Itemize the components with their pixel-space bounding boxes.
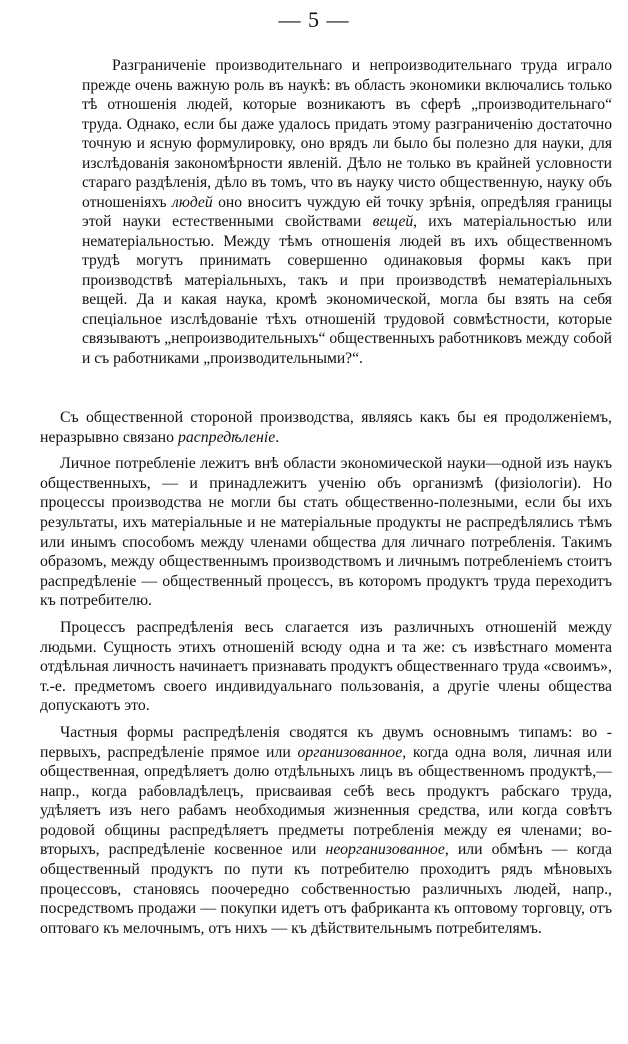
paragraph-distribution-process: Процессъ распредѣленія весь слагается изъ различныхъ отношеній между людьми. Сущность этихъ отношеній всюду одна и та же: съ извѣстнаго момента отдѣльная личность начинаетъ признавать продуктъ общественнаго труда «своимъ», т.-е. предметомъ своего индивидуальнаго пользованія, а другіе члены общества допускаютъ это. [40,618,612,715]
emphasis-organizovannoe: организованное [297,743,403,761]
indented-quote-block [82,56,612,368]
paragraph-text: Съ общественной стороной производства, являясь какъ бы ея продолженіемъ, неразрывно связано [40,409,612,446]
main-text [40,408,612,938]
emphasis-neorganizovannoe: неорганизованное [325,841,445,859]
quote-text: Разграниченіе производительнаго и непроизводительнаго труда играло прежде очень важную роль въ наукѣ: въ область экономики включались только тѣ отношенія людей, которые возникаютъ въ сферѣ „производительнаго“ труда. Однако, если бы даже удалось придать этому разграниченію достаточно точную и ясную формулировку, оно врядъ ли было бы полезно для науки, для изслѣдованія закономѣрности явленій. Дѣло не только въ крайней условности стараго раздѣленія, дѣло въ томъ, что въ науку чисто общественную, науку объ отношеніяхъ [82,57,612,211]
paragraph-personal-consumption: Личное потребленіе лежитъ внѣ области экономической науки—одной изъ наукъ общественныхъ, — и принадлежитъ ученію объ организмѣ (физіологіи). Но процессы производства не могли бы стать общественно-полезными, если бы ихъ результаты, ихъ матеріальные и не матеріальные продукты не распредѣлялись тѣмъ или инымъ способомъ между членами общества для личнаго потребленія. Такимъ образомъ, между общественнымъ производствомъ и личнымъ потребленіемъ стоитъ распредѣленіе — общественный процессъ, въ которомъ продуктъ труда переходитъ къ потребителю. [40,455,612,610]
quote-emphasis-lyudey: людей [172,193,213,211]
paragraph-distribution-forms [40,723,612,939]
quote-text: оно вноситъ чуждую ей точку зрѣнія, опредѣляя границы этой науки естественными свойствами [82,193,612,230]
quote-emphasis-veshchey: вещей [372,213,414,230]
paragraph-text: , когда одна воля, личная или общественная, опредѣляетъ долю отдѣльныхъ лицъ въ общественномъ продуктѣ,—напр., когда рабовладѣлецъ, присваивая себѣ весь продуктъ рабскаго труда, удѣляетъ изъ него рабамъ необходимыя жизненныя средства, или когда совѣтъ родовой общины распредѣляетъ предметы потребленія между ея членами; во-вторыхъ, распредѣленіе косвенное или [40,743,612,859]
paragraph-text: . [275,428,280,446]
paragraph-text: , или обмѣнъ — когда общественный продуктъ по пути къ потребителю проходитъ рядъ мѣновыхъ процессовъ, становясь поочередно собственностью различныхъ людей, напр., посредствомъ продажи — покупки идетъ отъ фабриканта къ оптовому торговцу, отъ оптоваго къ мелочнымъ, отъ нихъ — къ дѣйствительнымъ потребителямъ. [40,841,612,937]
page-number: — 5 — [278,7,350,32]
paragraph-text: Частныя формы распредѣленія сводятся къ двумъ основнымъ типамъ: во - первыхъ, распредѣленіе прямое или [40,723,612,761]
quote-paragraph [82,56,612,368]
quote-text: , ихъ матеріальностью или нематеріальностью. Между тѣмъ отношенія людей въ ихъ общественномъ трудѣ могутъ принимать совершенно одинаковыя формы какъ при производствѣ матеріальныхъ, такъ и при производствѣ нематеріальныхъ вещей. Да и какая наука, кромѣ экономической, могла бы взять на себя спеціальное изслѣдованіе тѣхъ отношеній трудовой совмѣстности, которые связываютъ „непроизводительныхъ“ общественныхъ работниковъ между собой и съ работниками „производительными?“. [82,213,612,367]
emphasis-raspredelenie: распредѣленіе [177,428,276,446]
paragraph-distribution-intro [40,408,612,447]
